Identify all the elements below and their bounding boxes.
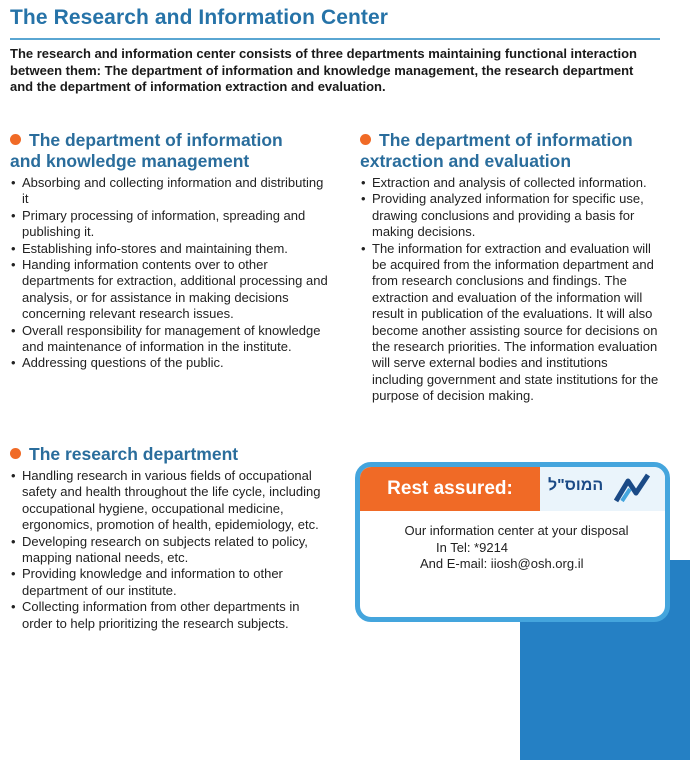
list-item: • The information for extraction and evaluation will be acquired from the information department and from research conclusions and findings. The extraction and evaluation of the information will result in publication of the evaluations. It will also become another assisting source for decisions on the research priorities. The information evaluation will serve external bodies and institutions including government and state institutions for the purpose of decision making. xyxy=(360,241,660,405)
intro-paragraph: The research and information center consists of three departments maintaining functional interaction between them: The department of information and knowledge management, the research department and the department of information extraction and evaluation. xyxy=(10,46,638,94)
rest-assured-label: Rest assured: xyxy=(360,467,540,511)
logo-text: המוס"ל xyxy=(548,477,604,494)
bullet-list xyxy=(10,468,330,632)
section-research xyxy=(10,444,330,632)
section-extraction-evaluation xyxy=(360,130,660,405)
contact-details xyxy=(360,523,665,573)
list-item: • Absorbing and collecting information and distributing it xyxy=(10,175,330,208)
list-item: • Handling research in various fields of occupational safety and health throughout the life cycle, including occupational hygiene, occupational medicine, ergonomics, promotion of health, epidemiology, etc. xyxy=(10,468,330,534)
list-item: • Addressing questions of the public. xyxy=(10,355,330,371)
list-item: • Providing analyzed information for specific use, drawing conclusions and providing a basis for making decisions. xyxy=(360,191,660,240)
contact-banner xyxy=(360,467,665,511)
orange-dot-icon xyxy=(360,134,371,145)
bullet-list xyxy=(10,175,330,372)
contact-line: Our information center at your disposal xyxy=(404,523,629,538)
orange-dot-icon xyxy=(10,448,21,459)
list-item: • Providing knowledge and information to other department of our institute. xyxy=(10,566,330,599)
section-knowledge-management xyxy=(10,130,330,372)
orange-dot-icon xyxy=(10,134,21,145)
institute-logo xyxy=(540,467,665,511)
contact-box xyxy=(355,462,670,622)
title-divider xyxy=(10,38,660,40)
logo-mark-icon xyxy=(614,473,650,503)
page-title: The Research and Information Center xyxy=(10,6,389,29)
list-item: • Overall responsibility for management of knowledge and maintenance of information in the institute. xyxy=(10,323,330,356)
list-item: • Collecting information from other departments in order to help prioritizing the research subjects. xyxy=(10,599,330,632)
bullet-list xyxy=(360,175,660,405)
section-heading: The department of information extraction and evaluation xyxy=(360,130,633,171)
list-item: • Establishing info-stores and maintaining them. xyxy=(10,241,330,257)
section-heading: The research department xyxy=(10,444,330,465)
section-heading: The department of information and knowledge management xyxy=(10,130,283,171)
contact-email: And E-mail: iiosh@osh.org.il xyxy=(420,556,584,571)
contact-phone: In Tel: *9214 xyxy=(436,539,509,555)
list-item: • Handing information contents over to other departments for extraction, additional processing and analysis, or for assistance in making decisions concerning relevant research issues. xyxy=(10,257,330,323)
list-item: • Developing research on subjects related to policy, mapping national needs, etc. xyxy=(10,534,330,567)
list-item: • Extraction and analysis of collected information. xyxy=(360,175,660,191)
list-item: • Primary processing of information, spreading and publishing it. xyxy=(10,208,330,241)
